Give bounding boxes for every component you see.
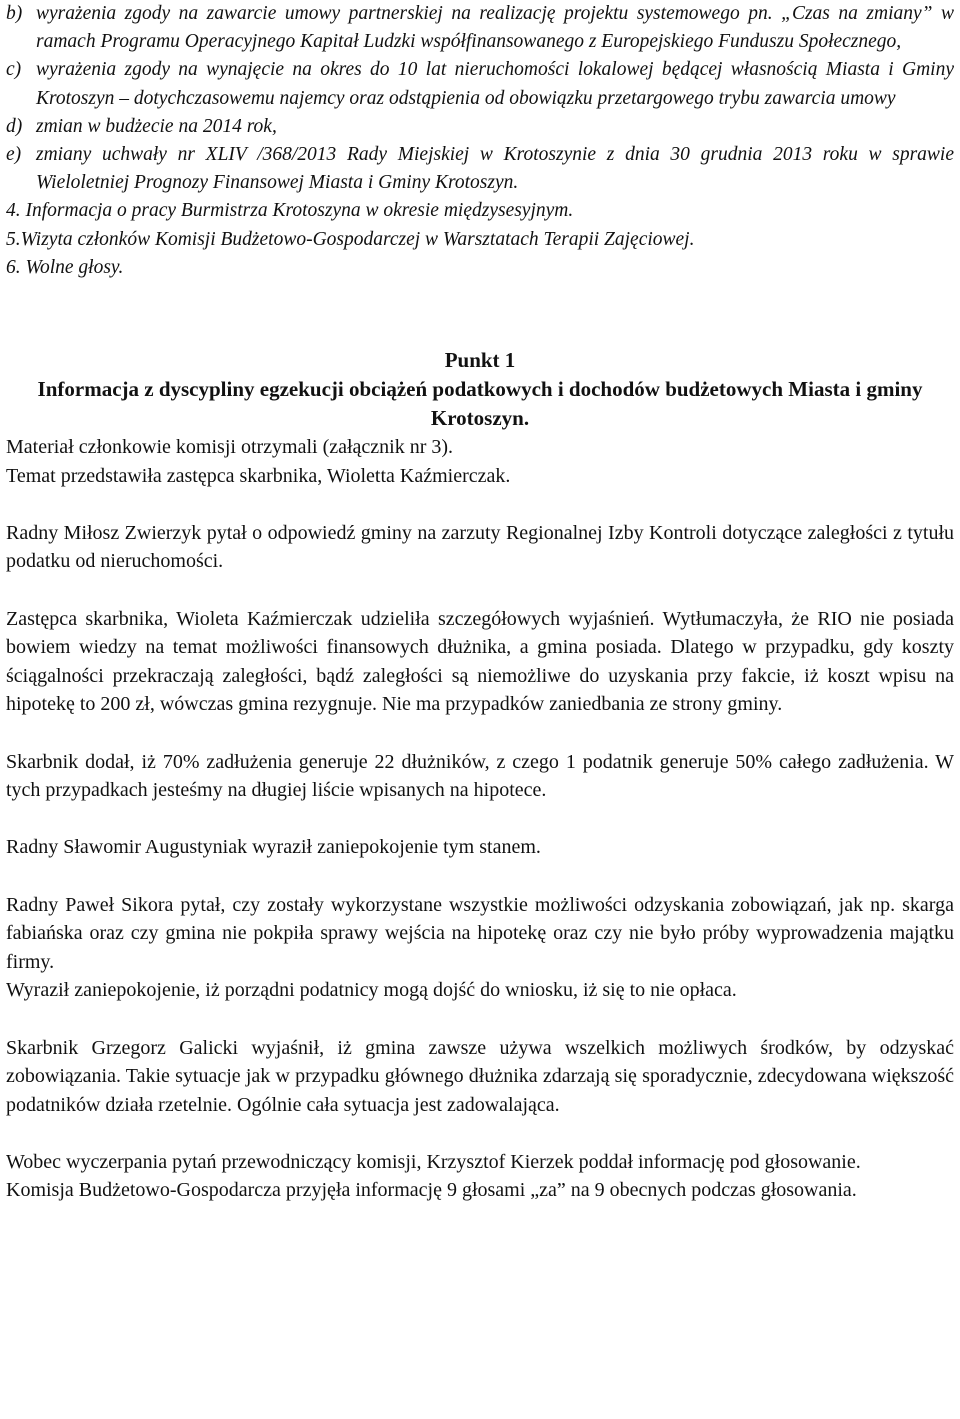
paragraph: Wyraził zaniepokojenie, iż porządni podatnicy mogą dojść do wniosku, iż się to nie opłaca. xyxy=(6,979,737,1002)
paragraph: Komisja Budżetowo-Gospodarcza przyjęła informację 9 głosami „za” na 9 obecnych podczas głosowania. xyxy=(6,1179,857,1202)
paragraph: Radny Sławomir Augustyniak wyraził zaniepokojenie tym stanem. xyxy=(6,836,541,859)
agenda-item-e xyxy=(6,141,954,197)
agenda-list xyxy=(6,0,954,282)
paragraph: Skarbnik Grzegorz Galicki wyjaśnił, iż gmina zawsze używa wszelkich możliwych środków, by odzyskać zobowiązania. Takie sytuacje jak w przypadku głównego dłużnika zdarzają się sporadycznie, zdecydowana większość podatników działa rzetelnie. Ogólnie cała sytuacja jest zadowalająca. xyxy=(6,1036,954,1116)
section-subtitle: Informacja z dyscypliny egzekucji obciążeń podatkowych i dochodów budżetowych Miasta i gminy Krotoszyn. xyxy=(37,377,923,431)
paragraph: Zastępca skarbnika, Wioleta Kaźmierczak udzieliła szczegółowych wyjaśnień. Wytłumaczyła, że RIO nie posiada bowiem wiedzy na temat możliwości finansowych dłużnika, a gmina posiada. Dlatego w przypadku, gdy koszty ściągalności przekraczają zaległości, bądź zaległości są niemożliwe do uzyskania przy fakcie, iż koszt wpisu na hipotekę to 200 zł, wówczas gmina rezygnuje. Nie ma przypadków zaniedbania ze strony gminy. xyxy=(6,607,954,716)
paragraph: Temat przedstawiła zastępca skarbnika, Wioletta Kaźmierczak. xyxy=(6,464,511,487)
document-page xyxy=(6,0,954,1205)
agenda-point-6: 6. Wolne głosy. xyxy=(6,256,124,278)
agenda-item-d xyxy=(6,113,954,141)
agenda-item-text: zmian w budżecie na 2014 rok, xyxy=(36,115,277,137)
agenda-point-4: 4. Informacja o pracy Burmistrza Krotoszyna w okresie międzysesyjnym. xyxy=(6,200,574,222)
agenda-marker: b) xyxy=(6,3,23,24)
agenda-item-c xyxy=(6,56,954,112)
agenda-item-b xyxy=(6,0,954,56)
agenda-item-text: wyrażenia zgody na wynajęcie na okres do 10 lat nieruchomości lokalowej będącej własnością Miasta i Gminy Krotoszyn – dotychczasowemu najemcy oraz odstąpienia od obowiązku przetargowego trybu zawarcia umowy xyxy=(36,59,954,109)
paragraph: Wobec wyczerpania pytań przewodniczący komisji, Krzysztof Kierzek poddał informację pod głosowanie. xyxy=(6,1150,861,1173)
agenda-marker: d) xyxy=(6,115,23,137)
agenda-point-5: 5.Wizyta członków Komisji Budżetowo-Gospodarczej w Warsztatach Terapii Zajęciowej. xyxy=(6,228,695,250)
paragraph: Materiał członkowie komisji otrzymali (załącznik nr 3). xyxy=(6,436,454,459)
paragraph: Radny Paweł Sikora pytał, czy zostały wykorzystane wszystkie możliwości odzyskania zobowiązań, jak np. skarga fabiańska oraz czy gmina nie pokpiła sprawy wejścia na hipotekę oraz czy nie było próby wyprowadzenia majątku firmy. xyxy=(6,893,954,973)
agenda-marker: c) xyxy=(6,59,22,81)
paragraph: Radny Miłosz Zwierzyk pytał o odpowiedź gminy na zarzuty Regionalnej Izby Kontroli dotyczące zaległości z tytułu podatku od nieruchomości. xyxy=(6,521,954,573)
agenda-item-text: wyrażenia zgody na zawarcie umowy partnerskiej na realizację projektu systemowego pn. „Czas na zmiany” w ramach Programu Operacyjnego Kapitał Ludzki współfinansowanego z Europejskiego Funduszu Społecznego, xyxy=(36,3,954,53)
minutes-body xyxy=(6,433,954,1205)
agenda-marker: e) xyxy=(6,144,22,166)
paragraph: Skarbnik dodał, iż 70% zadłużenia generuje 22 dłużników, z czego 1 podatnik generuje 50% całego zadłużenia. W tych przypadkach jesteśmy na długiej liście wpisanych na hipotece. xyxy=(6,750,954,802)
section-title: Punkt 1 xyxy=(444,348,516,373)
agenda-item-text: zmiany uchwały nr XLIV /368/2013 Rady Miejskiej w Krotoszynie z dnia 30 grudnia 2013 roku w sprawie Wieloletniej Prognozy Finansowej Miasta i Gminy Krotoszyn. xyxy=(36,144,954,194)
